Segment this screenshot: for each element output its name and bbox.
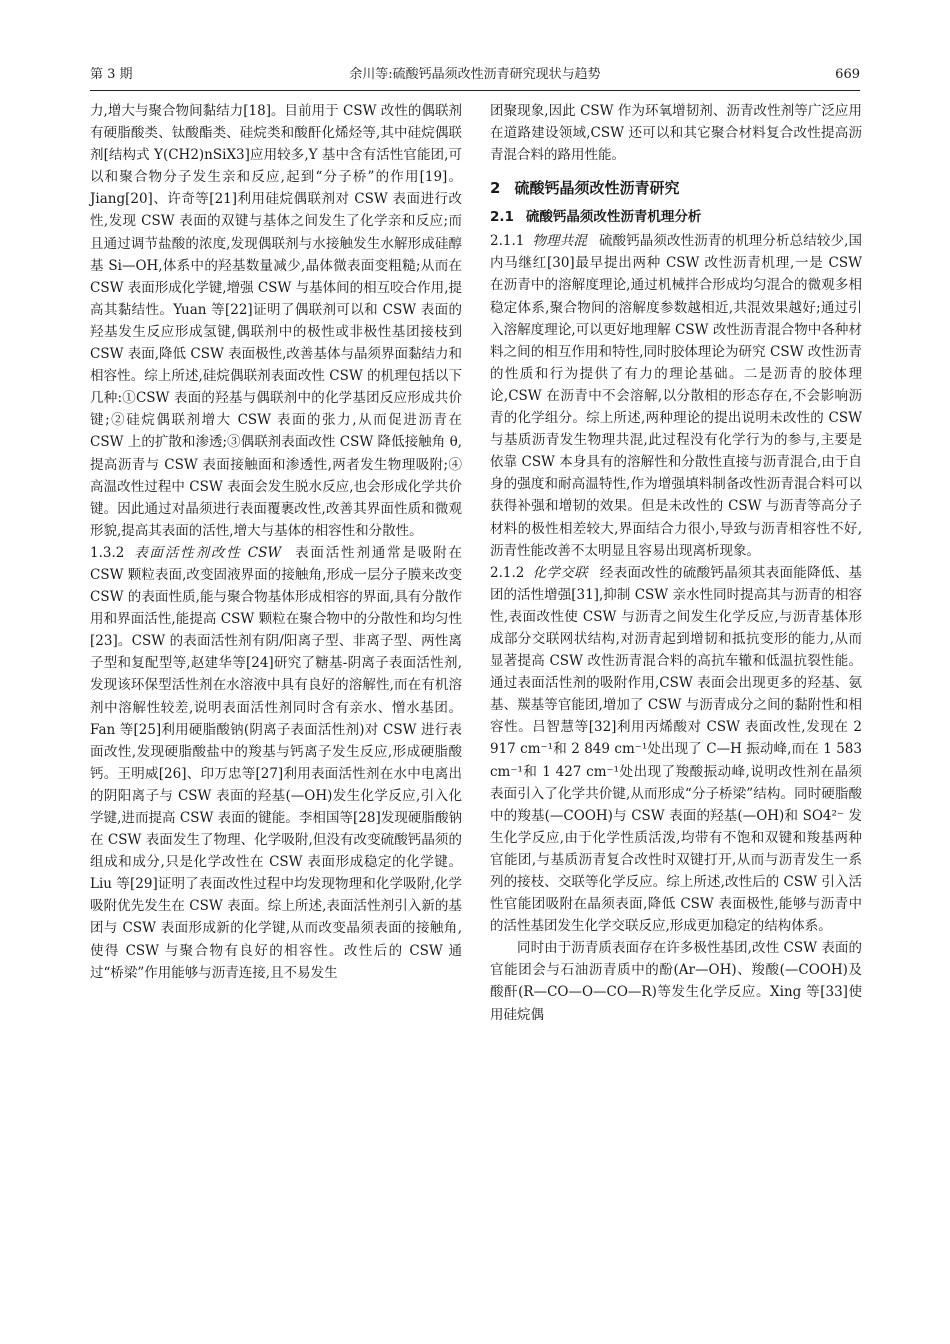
issue-label: 第 3 期 [90, 67, 133, 82]
subsection-1-3-2 [90, 542, 462, 984]
running-title: 余川等:硫酸钙晶须改性沥青研究现状与趋势 [349, 67, 601, 82]
subsection-2-1-2 [490, 562, 862, 938]
page-number: 669 [835, 67, 860, 82]
header-rule [90, 90, 860, 91]
section-number: 2.1 [490, 209, 514, 226]
subsection-number: 1.3.2 [90, 544, 125, 561]
section-title: 硫酸钙晶须改性沥青研究 [514, 179, 680, 198]
section-title: 硫酸钙晶须改性沥青机理分析 [525, 209, 702, 226]
subsection-2-1-1 [490, 230, 862, 561]
paragraph: 硫酸钙晶须改性沥青的机理分析总结较少,国内马继红[30]最早提出两种 CSW 改性沥青机理,一是 CSW 在沥青中的溶解度理论,通过机械拌合形成均匀混合的微观多相稳定体系,聚合物间的溶解度参数越相近,共混效果越好;通过引入溶解度理论,可以更好地理解 CSW 改性沥青混合物中各种材料之间的相互作用和特性,同时胶体理论为研究 CSW 改性沥青的性质和行为提供了有力的理论基础。二是沥青的胶体理论,CSW 在沥青中不会溶解,以分散相的形态存在,不会影响沥青的化学组分。综上所述,两种理论的提出说明未改性的 CSW 与基质沥青发生物理共混,此过程没有化学行为的参与,主要是依靠 CSW 本身具有的溶解性和分散性直接与沥青混合,由于自身的强度和耐高温特性,作为增强填料制备改性沥青混合料可以获得补强和增韧的效果。但是未改性的 CSW 与沥青等高分子材料的极性相差较大,界面结合力很小,导致与沥青相容性不好,沥青性能改善不太明显且容易出现离析现象。 [490, 233, 862, 559]
subsection-title: 表面活性剂改性 CSW [132, 544, 282, 561]
subsection-number: 2.1.1 [490, 233, 525, 250]
paragraph: 同时由于沥青质表面存在许多极性基团,改性 CSW 表面的官能团会与石油沥青质中的酚(Ar—OH)、羧酸(—COOH)及酸酐(R—CO—O—CO—R)等发生化学反应。Xing 等[33]使用硅烷偶 [490, 940, 862, 1023]
subsection-title: 物理共混 [532, 233, 587, 250]
left-column [90, 100, 462, 984]
section-2-heading [490, 176, 862, 200]
section-number: 2 [490, 179, 501, 198]
subsection-title: 化学交联 [532, 564, 588, 581]
paragraph: 力,增大与聚合物间黏结力[18]。目前用于 CSW 改性的偶联剂有硬脂酸类、钛酸酯类、硅烷类和酸酐化烯烃等,其中硅烷偶联剂[结构式 Y(CH2)nSiX3]应用较多,Y 基中含有活性官能团,可以和聚合物分子发生亲和反应,起到“分子桥”的作用[19]。Jiang[20]、许奇等[21]利用硅烷偶联剂对 CSW 表面进行改性,发现 CSW 表面的双键与基体之间发生了化学亲和反应;而且通过调节盐酸的浓度,发现偶联剂与水接触发生水解形成硅醇基 Si—OH,体系中的羟基数量减少,晶体微表面变粗糙;从而在 CSW 表面形成化学键,增强 CSW 与基体间的相互咬合作用,提高其黏结性。Yuan 等[22]证明了偶联剂可以和 CSW 表面的羟基发生反应形成氢键,偶联剂中的极性或非极性基团接枝到 CSW 表面,降低 CSW 表面极性,改善基体与晶须界面黏结力和相容性。综上所述,硅烷偶联剂表面改性 CSW 的机理包括以下几种:①CSW 表面的羟基与偶联剂中的化学基团反应形成共价键;②硅烷偶联剂增大 CSW 表面的张力,从而促进沥青在 CSW 上的扩散和渗透;③偶联剂表面改性 CSW 降低接触角 θ,提高沥青与 CSW 表面接触面和渗透性,两者发生物理吸附;④高温改性过程中 CSW 表面会发生脱水反应,也会形成化学共价键。因此通过对晶须进行表面覆裹改性,改善其界面性质和微观形貌,提高其表面的活性,增大与基体的相容性和分散性。 [90, 103, 462, 539]
section-2-1-heading [490, 206, 862, 228]
paragraph: 团聚现象,因此 CSW 作为环氧增韧剂、沥青改性剂等广泛应用在道路建设领域,CSW 还可以和其它聚合材料复合改性提高沥青混合料的路用性能。 [490, 103, 862, 164]
right-column [490, 100, 862, 1026]
subsection-number: 2.1.2 [490, 564, 525, 581]
paragraph: 经表面改性的硫酸钙晶须其表面能降低、基团的活性增强[31],抑制 CSW 亲水性同时提高其与沥青的相容性,表面改性使 CSW 与沥青之间发生化学反应,与沥青基体形成部分交联网状结构,对沥青起到增韧和抵抗变形的能力,从而显著提高 CSW 改性沥青混合料的高抗车辙和低温抗裂性能。通过表面活性剂的吸附作用,CSW 表面会出现更多的羟基、氨基、羰基等官能团,增加了 CSW 与沥青成分之间的黏附性和相容性。吕智慧等[32]利用丙烯酸对 CSW 表面改性,发现在 2 917 cm⁻¹和 2 849 cm⁻¹处出现了 C—H 振动峰,而在 1 583 cm⁻¹和 1 427 cm⁻¹处出现了羧酸振动峰,说明改性剂在晶须表面引入了化学共价键,从而形成“分子桥梁”结构。同时硬脂酸中的羧基(—COOH)与 CSW 表面的羟基(—OH)和 SO4²⁻ 发生化学反应,由于化学性质活泼,均带有不饱和双键和羧基两种官能团,与基质沥青复合改性时双键打开,从而与沥青发生一系列的接枝、交联等化学反应。综上所述,改性后的 CSW 引入活性官能团吸附在晶须表面,降低 CSW 表面极性,能够与沥青中的活性基团发生化学交联反应,形成更加稳定的结构体系。 [490, 564, 863, 935]
running-header [90, 64, 860, 86]
paragraph: 表面活性剂通常是吸附在 CSW 颗粒表面,改变固液界面的接触角,形成一层分子膜来改变 CSW 的表面性质,能与聚合物基体形成相容的界面,具有分散作用和界面活性,能提高 CSW 颗粒在聚合物中的分散性和均匀性[23]。CSW 的表面活性剂有阴/阳离子型、非离子型、两性离子型和复配型等,赵建华等[24]研究了糖基-阴离子表面活性剂,发现该环保型活性剂在水溶液中具有良好的溶解性,而在有机溶剂中溶解性较差,说明表面活性剂同时含有亲水、憎水基团。Fan 等[25]利用硬脂酸钠(阴离子表面活性剂)对 CSW 进行表面改性,发现硬脂酸盐中的羧基与钙离子发生反应,形成硬脂酸钙。王明威[26]、印万忠等[27]利用表面活性剂在水中电离出的阴阳离子与 CSW 表面的羟基(—OH)发生化学反应,引入化学键,进而提高 CSW 表面的键能。李相国等[28]发现硬脂酸钠在 CSW 表面发生了物理、化学吸附,但没有改变硫酸钙晶须的组成和成分,只是化学改性在 CSW 表面形成稳定的化学键。Liu 等[29]证明了表面改性过程中均发现物理和化学吸附,化学吸附优先发生在 CSW 表面。综上所述,表面活性剂引入新的基团与 CSW 表面形成新的化学键,从而改变晶须表面的接触角,使得 CSW 与聚合物有良好的相容性。改性后的 CSW 通过“桥梁”作用能够与沥青连接,且不易发生 [90, 544, 463, 981]
